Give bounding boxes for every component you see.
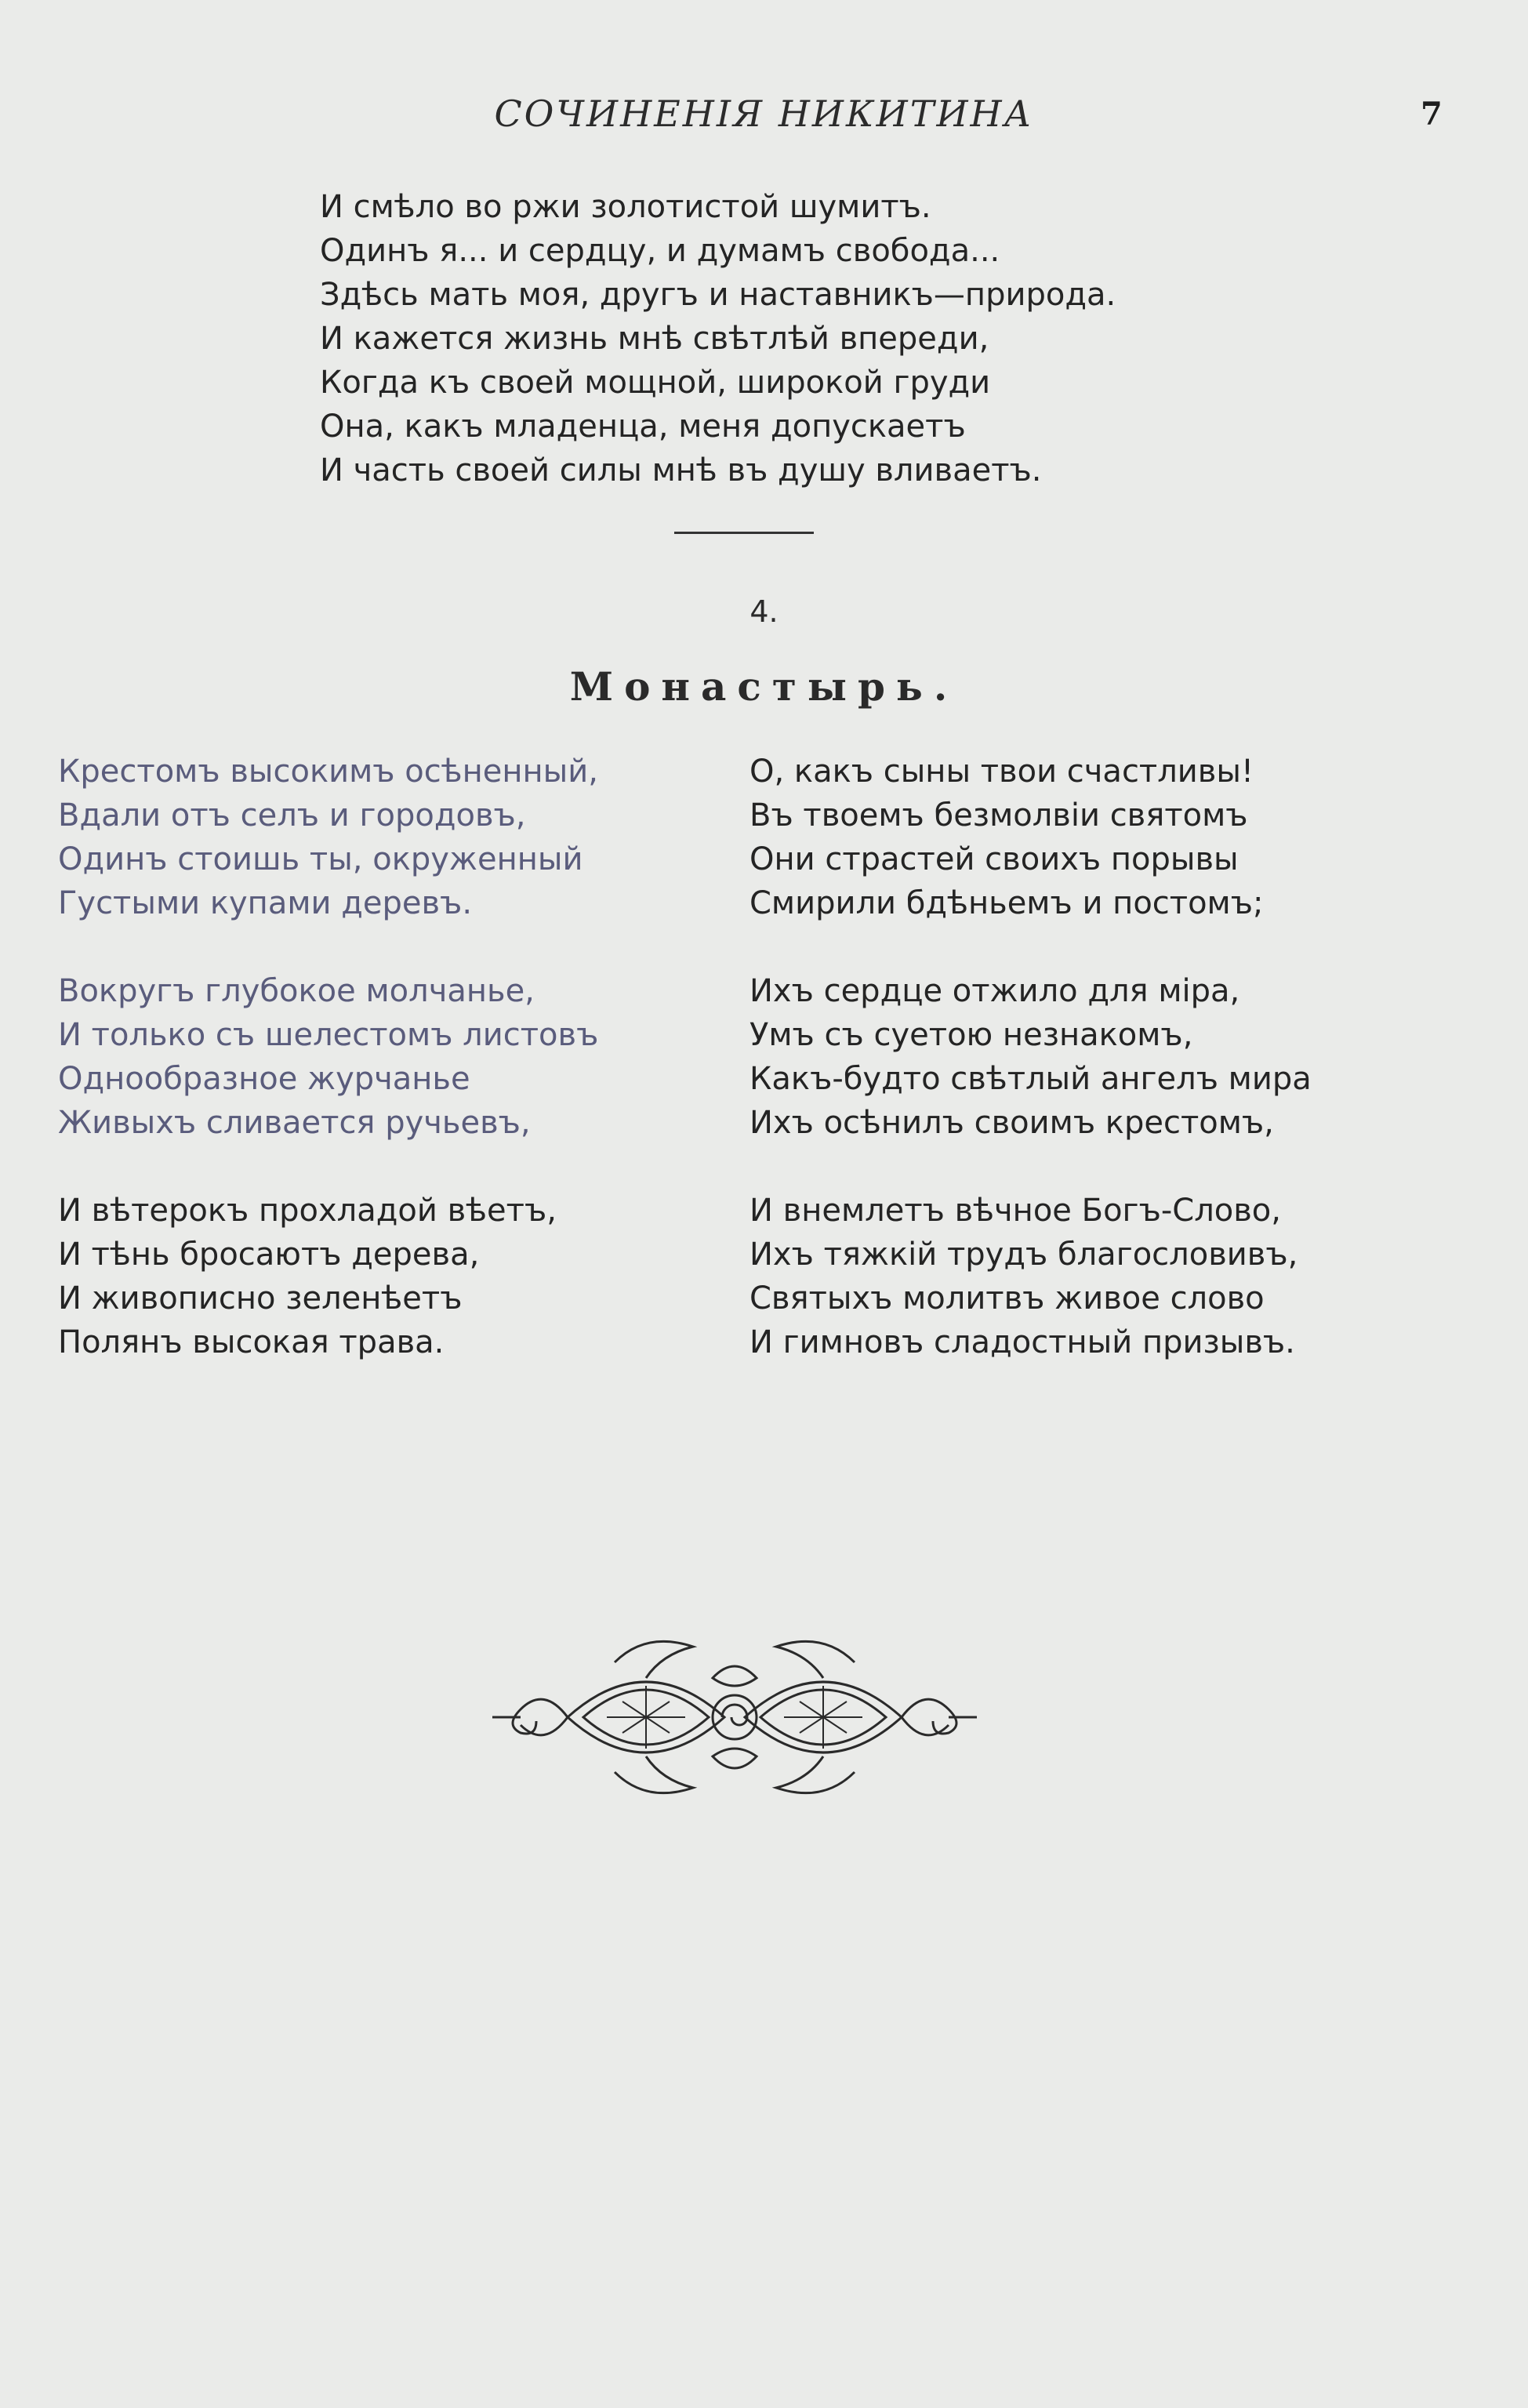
verse-line: Какъ-будто свѣтлый ангелъ мира [749,1061,1312,1097]
verse-line: Ихъ тяжкій трудъ благословивъ, [749,1237,1298,1273]
verse-line: О, какъ сыны твои счастливы! [749,754,1254,790]
verse-line: Они страстей своихъ порывы [749,841,1239,877]
stanza [749,969,1408,1145]
verse-line: Густыми купами деревъ. [58,885,473,921]
verse-line: И тѣнь бросаютъ дерева, [58,1237,480,1273]
poem-number: 4. [749,594,779,629]
verse-line: Здѣсь мать моя, другъ и наставникъ—природа. [320,277,1116,313]
verse-line: Вокругъ глубокое молчанье, [58,973,535,1009]
verse-line: И часть своей силы мнѣ въ душу вливаетъ. [320,452,1042,489]
verse-line: Одинъ стоишь ты, окруженный [58,841,583,877]
poem-title: Монастырь. [569,663,959,710]
verse-line: И внемлетъ вѣчное Богъ-Слово, [749,1193,1281,1229]
verse-line: И кажется жизнь мнѣ свѣтлѣй впереди, [320,321,989,357]
continued-stanza [320,185,1182,492]
verse-line: Умъ съ суетою незнакомъ, [749,1017,1193,1053]
ornamental-flourish-icon [489,1631,980,1803]
verse-line: Одинъ я... и сердцу, и думамъ свобода... [320,233,1000,269]
verse-line: Ихъ сердце отжило для міра, [749,973,1240,1009]
stanza [749,750,1408,925]
verse-line: Въ твоемъ безмолвіи святомъ [749,797,1248,834]
poem-right-column [749,750,1408,1408]
stanza [58,1189,717,1364]
verse-line: И смѣло во ржи золотистой шумитъ. [320,189,931,225]
verse-line: И вѣтерокъ прохладой вѣетъ, [58,1193,557,1229]
stanza [58,969,717,1145]
page-number: 7 [1421,96,1443,133]
verse-line: Полянъ высокая трава. [58,1324,445,1360]
verse-line: Живыхъ сливается ручьевъ, [58,1105,531,1141]
stanza [58,750,717,925]
poem-left-column [58,750,717,1408]
verse-line: Святыхъ молитвъ живое слово [749,1280,1265,1317]
verse-line: Когда къ своей мощной, широкой груди [320,365,991,401]
verse-line: Крестомъ высокимъ осѣненный, [58,754,598,790]
stanza [749,1189,1408,1364]
verse-line: И гимновъ сладостный призывъ. [749,1324,1295,1360]
running-title: СОЧИНЕНIЯ НИКИТИНА [494,93,1034,135]
verse-line: И живописно зеленѣетъ [58,1280,463,1317]
section-divider [674,532,814,534]
verse-line: Ихъ осѣнилъ своимъ крестомъ, [749,1105,1274,1141]
verse-line: И только съ шелестомъ листовъ [58,1017,599,1053]
verse-line: Однообразное журчанье [58,1061,470,1097]
verse-line: Вдали отъ селъ и городовъ, [58,797,526,834]
verse-line: Она, какъ младенца, меня допускаетъ [320,409,966,445]
verse-line: Смирили бдѣньемъ и постомъ; [749,885,1264,921]
